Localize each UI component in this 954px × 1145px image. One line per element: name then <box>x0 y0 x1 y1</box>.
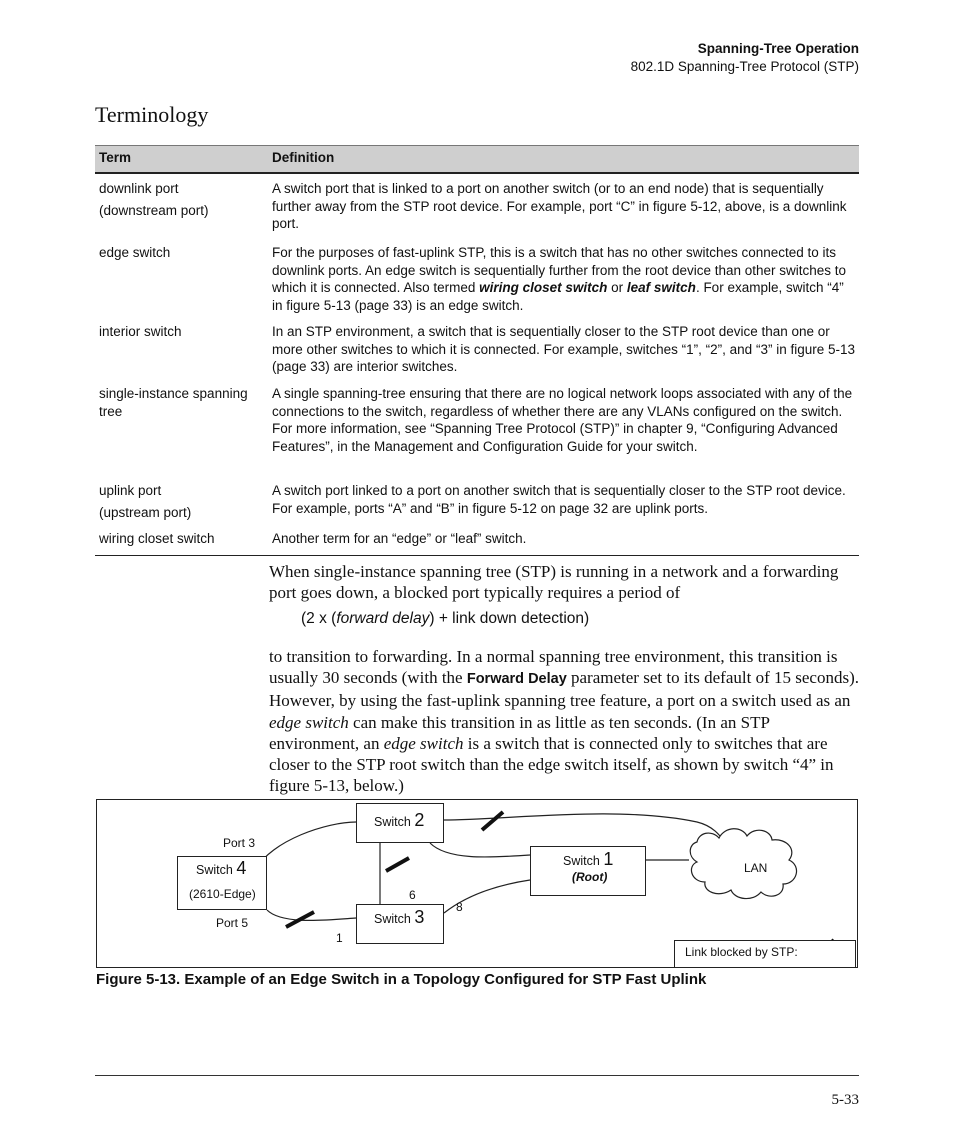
term-name: interior switch <box>99 324 182 339</box>
port-5-label: Port 5 <box>216 916 249 930</box>
term-name: downlink port <box>99 181 179 196</box>
column-header-term: Term <box>95 146 268 174</box>
table-row <box>95 385 859 482</box>
term-name: edge switch <box>99 245 171 260</box>
running-header-subtitle: 802.1D Spanning-Tree Protocol (STP) <box>630 59 859 74</box>
link-switch2-switch1 <box>430 843 530 857</box>
term-definition: A single spanning-tree ensuring that there are no logical network loops associated with any of the connections to the switch, regardless of whether there are any VLANs configured on the switch. For more information, see “Spanning Tree Protocol (STP)” in chapter 9, “Configuring Advanced Features”, in the Management and Configuration Guide for your switch. <box>272 386 853 454</box>
table-header-row <box>95 146 859 174</box>
port-8-label: 8 <box>456 900 463 914</box>
term-definition: A switch port linked to a port on another switch that is sequentially closer to the STP root device. For example, ports “A” and “B” in figure 5-12 on page 32 are uplink ports. <box>272 483 846 516</box>
footer-rule <box>95 1075 859 1076</box>
topology-figure <box>96 799 858 968</box>
port-1-label: 1 <box>336 931 343 945</box>
column-header-definition: Definition <box>268 146 859 174</box>
intro-paragraph: When single-instance spanning tree (STP) is running in a network and a forwarding port goes down, a blocked port typically requires a period of <box>269 562 839 602</box>
term-definition: In an STP environment, a switch that is sequentially closer to the STP root device than one or more other switches to which it is connected. For example, switches “1”, “2”, and “3” in figure 5-13 (page 33) are interior switches. <box>272 324 855 374</box>
table-row <box>95 530 859 556</box>
forward-delay-keyword: Forward Delay <box>466 671 567 688</box>
body-paragraph: to transition to forwarding. In a normal spanning tree environment, this transition is usually 30 seconds (with the Forward Delay parameter set to its default of 15 seconds). However, by using the fast-uplink spanning tree feature, a port on a switch used as an edge switch can make this transition in as little as ten seconds. (In an STP environment, an edge switch is a switch that is connected only to switches that are closer to the STP root switch than the edge switch itself, as shown by switch “4” in figure 5-13, below.) <box>269 647 859 796</box>
page-number: 5-33 <box>831 1092 859 1108</box>
term-definition: A switch port that is linked to a port on another switch (or to an end node) that is sequentially further away from the STP root device. For example, port “C” in figure 5-12, above, is a downlink port. <box>272 181 847 231</box>
switch-3-box: Switch 3 <box>356 904 444 944</box>
terminology-table <box>95 145 859 556</box>
lan-label: LAN <box>744 861 768 875</box>
table-row <box>95 323 859 385</box>
figure-caption: Figure 5-13. Example of an Edge Switch in a Topology Configured for STP Fast Uplink <box>96 971 707 988</box>
section-heading: Terminology <box>95 102 209 127</box>
term-definition: For the purposes of fast-uplink STP, this is a switch that has no other switches connected to its downlink ports. An edge switch is sequentially further from the root device than other switches to which it is connected. Also termed wiring closet switch or leaf switch. For example, switch “4” in figure 5-13 (page 33) is an edge switch. <box>272 245 847 313</box>
table-row <box>95 173 859 244</box>
blocked-link-mark <box>482 812 503 830</box>
table-row <box>95 482 859 530</box>
term-alias: (downstream port) <box>99 202 209 218</box>
body-intro <box>269 561 861 603</box>
running-header-title: Spanning-Tree Operation <box>697 41 859 56</box>
legend-box: Link blocked by STP: <box>674 940 856 968</box>
term-name: single-instance spanning tree <box>99 386 248 419</box>
port-3-label: Port 3 <box>223 836 256 850</box>
link-switch4-switch2 <box>255 822 356 870</box>
table-row <box>95 244 859 323</box>
switch-1-box: Switch 1 (Root) <box>530 846 646 896</box>
port-6-label: 6 <box>409 888 416 902</box>
term-alias: (upstream port) <box>99 504 192 520</box>
term-name: wiring closet switch <box>95 530 268 556</box>
delay-formula: (2 x (forward delay) + link down detection) <box>301 610 590 627</box>
switch-2-box: Switch 2 <box>356 803 444 843</box>
switch-4-box: Switch 4 (2610-Edge) <box>177 856 267 910</box>
term-name: uplink port <box>99 483 162 498</box>
blocked-link-mark <box>386 858 409 871</box>
term-definition: Another term for an “edge” or “leaf” switch. <box>268 530 859 556</box>
